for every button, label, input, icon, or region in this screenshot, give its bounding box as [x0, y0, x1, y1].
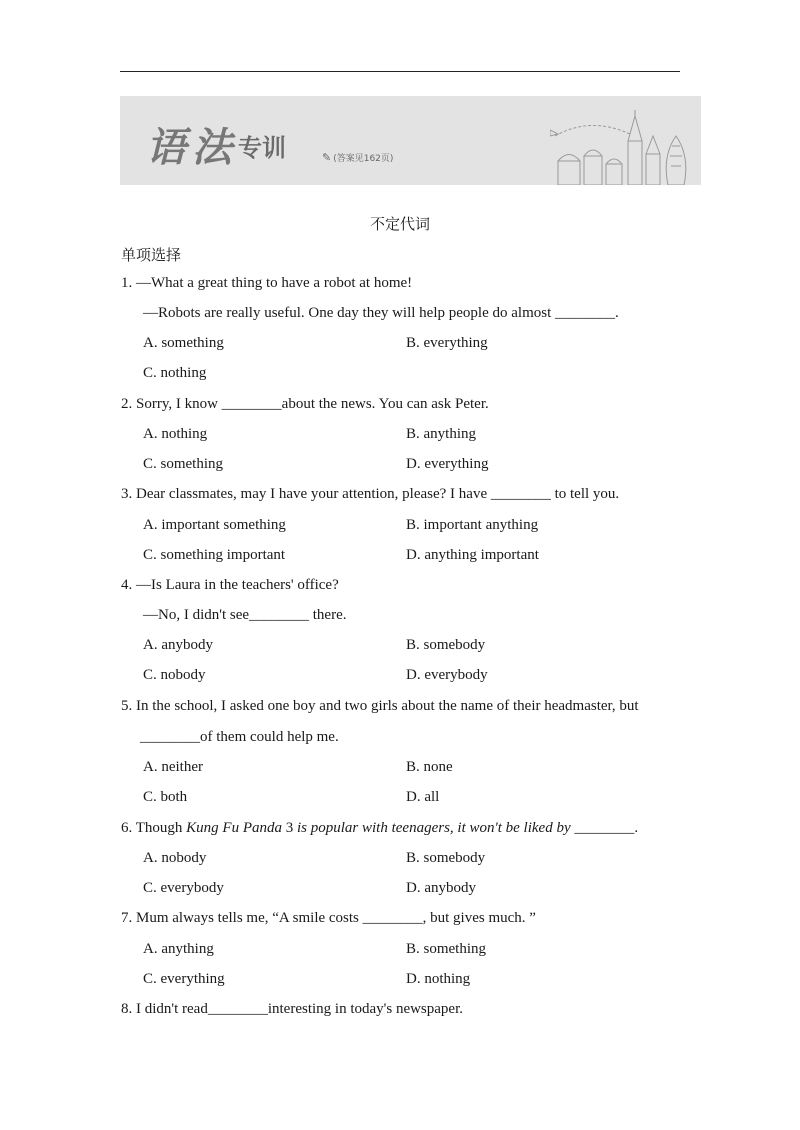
answer-option: D. anything important	[406, 547, 539, 563]
question-stem-continued: ________of them could help me.	[140, 729, 339, 745]
answer-option: A. nothing	[143, 426, 208, 442]
answer-reference-note	[322, 151, 393, 164]
question-stem-continued: —Robots are really useful. One day they will help people do almost ________.	[143, 305, 619, 321]
answer-option: C. everything	[143, 971, 225, 987]
answer-option: A. important something	[143, 517, 286, 533]
answer-option: A. nobody	[143, 850, 207, 866]
answer-option: A. neither	[143, 759, 203, 775]
stem-text-italic: is popular with teenagers, it won't be liked by	[297, 820, 571, 836]
section-banner	[120, 96, 701, 185]
answer-option: A. anybody	[143, 637, 213, 653]
answer-reference-text: (答案见162页)	[333, 154, 394, 164]
answer-option: B. anything	[406, 426, 476, 442]
question-stem: 8. I didn't read________interesting in today's newspaper.	[121, 1001, 464, 1017]
answer-option: D. all	[406, 789, 440, 805]
pencil-icon: ✎	[322, 151, 332, 164]
question-stem: 7. Mum always tells me, “A smile costs ________, but gives much. ”	[121, 910, 536, 926]
answer-option: C. nothing	[143, 365, 207, 381]
answer-option: B. important anything	[406, 517, 539, 533]
question-stem-continued: —No, I didn't see________ there.	[143, 607, 347, 623]
section-title: 不定代词	[369, 215, 430, 233]
answer-option: D. anybody	[406, 880, 476, 896]
movie-title: Kung Fu Panda	[186, 820, 282, 836]
city-skyline-illustration	[550, 106, 700, 185]
answer-option: C. something	[143, 456, 224, 472]
question-stem: 5. In the school, I asked one boy and two girls about the name of their headmaster, but	[121, 698, 639, 714]
header-rule	[120, 71, 680, 72]
question-stem: 1. —What a great thing to have a robot at home!	[121, 275, 413, 291]
banner-title: 语法	[146, 124, 238, 171]
exercise-type-heading: 单项选择	[121, 246, 182, 264]
answer-option: C. everybody	[143, 880, 224, 896]
stem-text: 6. Though	[121, 820, 187, 836]
question-stem: 2. Sorry, I know ________about the news. You can ask Peter.	[121, 396, 489, 412]
answer-option: D. nothing	[406, 971, 471, 987]
answer-option: B. none	[406, 759, 453, 775]
answer-option: B. somebody	[406, 637, 486, 653]
question-stem: 3. Dear classmates, may I have your attention, please? I have ________ to tell you.	[121, 486, 620, 502]
answer-option: A. anything	[143, 941, 214, 957]
answer-option: A. something	[143, 335, 224, 351]
answer-option: B. somebody	[406, 850, 486, 866]
question-stem	[121, 820, 638, 837]
stem-blank: ________.	[570, 820, 639, 836]
answer-option: C. both	[143, 789, 188, 805]
answer-option: C. something important	[143, 547, 286, 563]
answer-option: C. nobody	[143, 667, 206, 683]
answer-option: D. everybody	[406, 667, 488, 683]
stem-text: 3	[282, 820, 297, 836]
answer-option: B. everything	[406, 335, 488, 351]
banner-subtitle: 专训	[238, 134, 286, 162]
answer-option: D. everything	[406, 456, 489, 472]
answer-option: B. something	[406, 941, 487, 957]
question-stem: 4. —Is Laura in the teachers' office?	[121, 577, 339, 593]
